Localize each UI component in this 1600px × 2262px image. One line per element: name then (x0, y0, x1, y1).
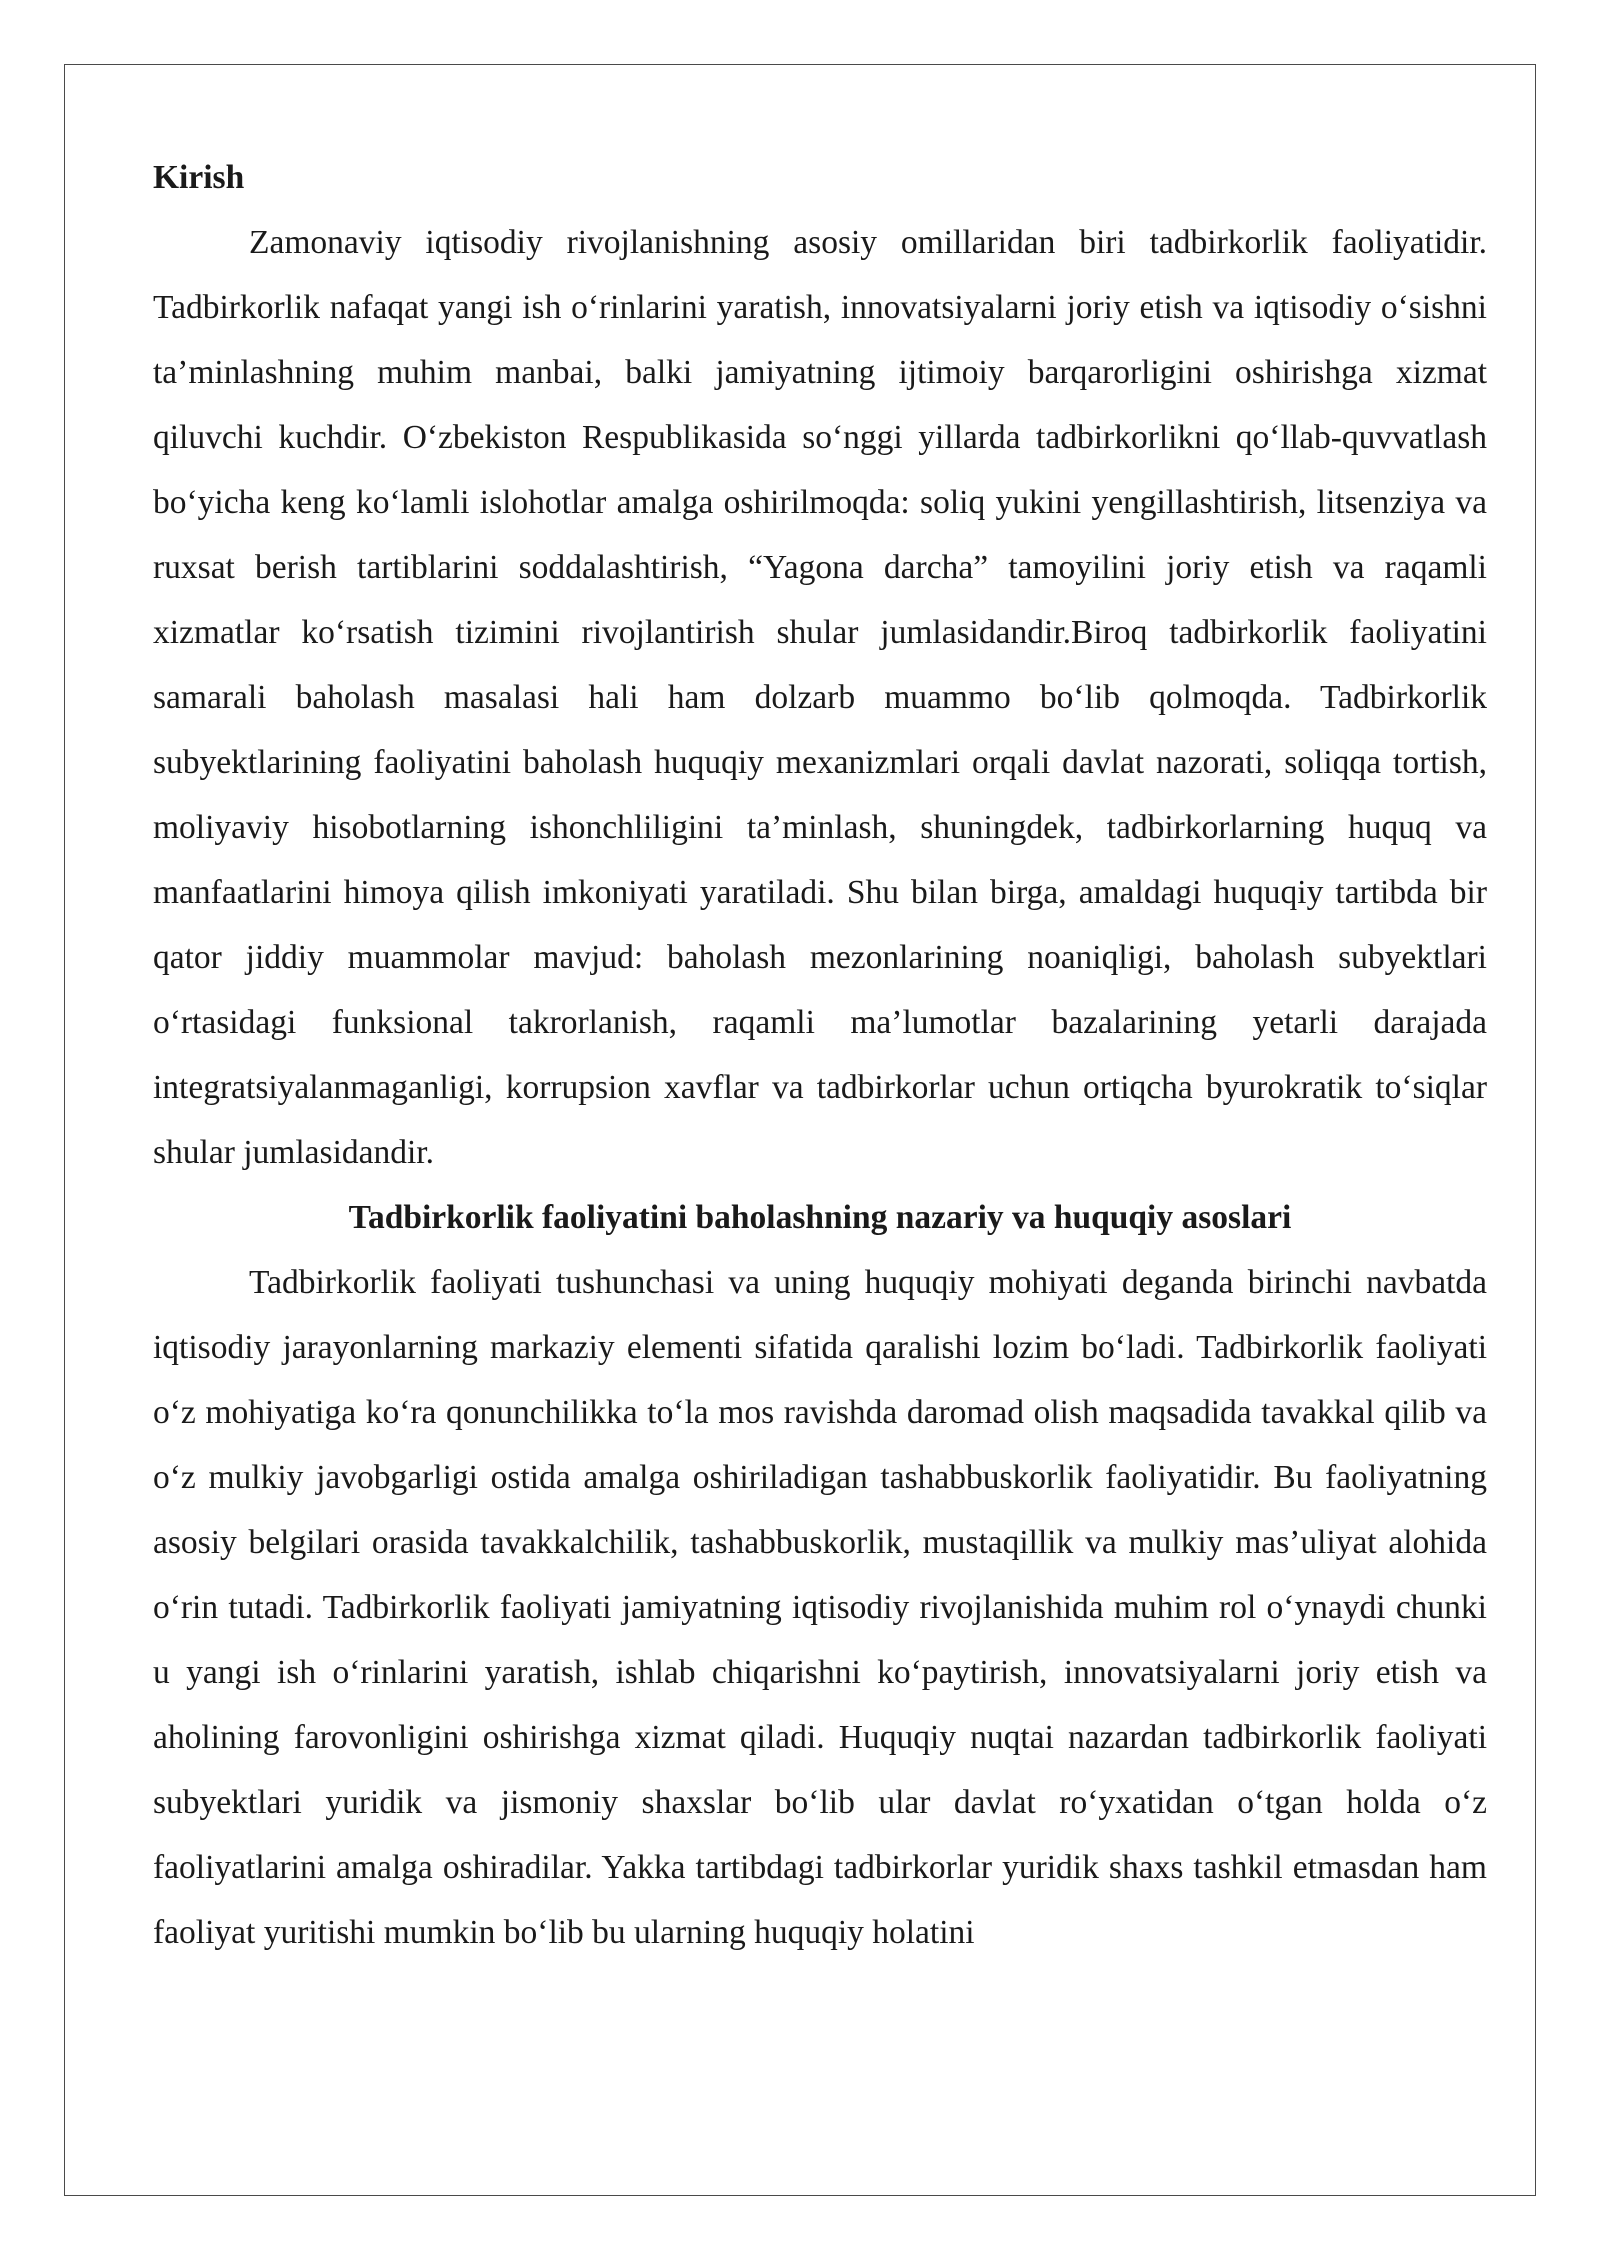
section-heading-theory: Tadbirkorlik faoliyatini baholashning nazariy va huquqiy asoslari (348, 1199, 1292, 1236)
document-body (153, 145, 1487, 1965)
theory-paragraph: Tadbirkorlik faoliyati tushunchasi va uning huquqiy mohiyati deganda birinchi navbatda iqtisodiy jarayonlarning markaziy elementi sifatida qaralishi lozim bo‘ladi. Tadbirkorlik faoliyati o‘z mohiyatiga ko‘ra qonunchilikka to‘la mos ravishda daromad olish maqsadida tavakkal qilib va o‘z mulkiy javobgarligi ostida amalga oshiriladigan tashabbuskorlik faoliyatidir. Bu faoliyatning asosiy belgilari orasida tavakkalchilik, tashabbuskorlik, mustaqillik va mulkiy mas’uliyat alohida o‘rin tutadi. Tadbirkorlik faoliyati jamiyatning iqtisodiy rivojlanishida muhim rol o‘ynaydi chunki u yangi ish o‘rinlarini yaratish, ishlab chiqarishni ko‘paytirish, innovatsiyalarni joriy etish va aholining farovonligini oshirishga xizmat qiladi. Huquqiy nuqtai nazardan tadbirkorlik faoliyati subyektlari yuridik va jismoniy shaxslar bo‘lib ular davlat ro‘yxatidan o‘tgan holda o‘z faoliyatlarini amalga oshiradilar. Yakka tartibdagi tadbirkorlar yuridik shaxs tashkil etmasdan ham faoliyat yuritishi mumkin bo‘lib bu ularning huquqiy holatini (153, 1264, 1487, 1951)
intro-paragraph: Zamonaviy iqtisodiy rivojlanishning asosiy omillaridan biri tadbirkorlik faoliyatidir. Tadbirkorlik nafaqat yangi ish o‘rinlarini yaratish, innovatsiyalarni joriy etish va iqtisodiy o‘sishni ta’minlashning muhim manbai, balki jamiyatning ijtimoiy barqarorligini oshirishga xizmat qiluvchi kuchdir. O‘zbekiston Respublikasida so‘nggi yillarda tadbirkorlikni qo‘llab-quvvatlash bo‘yicha keng ko‘lamli islohotlar amalga oshirilmoqda: soliq yukini yengillashtirish, litsenziya va ruxsat berish tartiblarini soddalashtirish, “Yagona darcha” tamoyilini joriy etish va raqamli xizmatlar ko‘rsatish tizimini rivojlantirish shular jumlasidandir.Biroq tadbirkorlik faoliyatini samarali baholash masalasi hali ham dolzarb muammo bo‘lib qolmoqda. Tadbirkorlik subyektlarining faoliyatini baholash huquqiy mexanizmlari orqali davlat nazorati, soliqqa tortish, moliyaviy hisobotlarning ishonchliligini ta’minlash, shuningdek, tadbirkorlarning huquq va manfaatlarini himoya qilish imkoniyati yaratiladi. Shu bilan birga, amaldagi huquqiy tartibda bir qator jiddiy muammolar mavjud: baholash mezonlarining noaniqligi, baholash subyektlari o‘rtasidagi funksional takrorlanish, raqamli ma’lumotlar bazalarining yetarli darajada integratsiyalanmaganligi, korrupsion xavflar va tadbirkorlar uchun ortiqcha byurokratik to‘siqlar shular jumlasidandir. (153, 224, 1487, 1171)
section-heading-kirish: Kirish (153, 159, 245, 196)
